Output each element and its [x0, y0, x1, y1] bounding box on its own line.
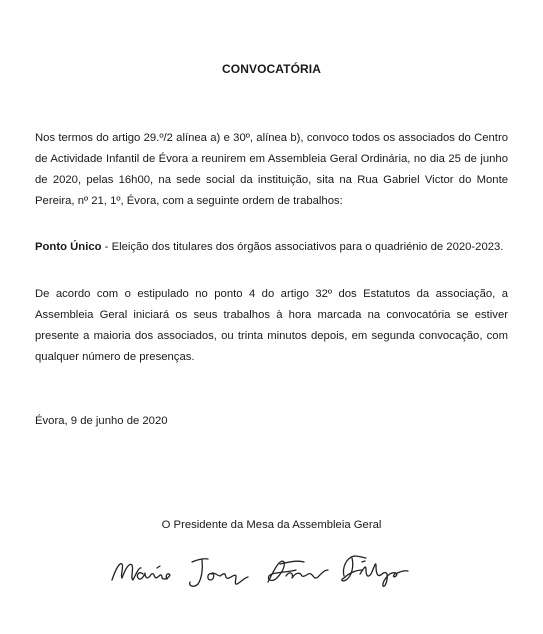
- agenda-item: [35, 237, 508, 258]
- signer-role: O Presidente da Mesa da Assembleia Geral: [161, 519, 382, 531]
- quorum-paragraph: De acordo com o estipulado no ponto 4 do artigo 32º dos Estatutos da associação, a Assembleia Geral iniciará os seus trabalhos à hora marcada na convocatória se estiver presente a maioria dos associados, ou trinta minutos depois, em segunda convocação, com qualquer número de presenças.: [35, 288, 508, 363]
- place-date: Évora, 9 de junho de 2020: [35, 415, 168, 427]
- agenda-text: - Eleição dos titulares dos órgãos associativos para o quadriénio de 2020-2023.: [101, 241, 504, 253]
- convocation-paragraph: Nos termos do artigo 29.º/2 alínea a) e 30º, alínea b), convoco todos os associados do Centro de Actividade Infantil de Évora a reunirem em Assembleia Geral Ordinária, no dia 25 de junho de 2020, pelas 16h00, na sede social da instituição, sita na Rua Gabriel Victor do Monte Pereira, nº 21, 1º, Évora, com a seguinte ordem de trabalhos:: [35, 132, 508, 207]
- document-title: CONVOCATÓRIA: [222, 62, 321, 76]
- handwritten-signature: [108, 540, 418, 596]
- agenda-label: Ponto Único: [35, 241, 102, 253]
